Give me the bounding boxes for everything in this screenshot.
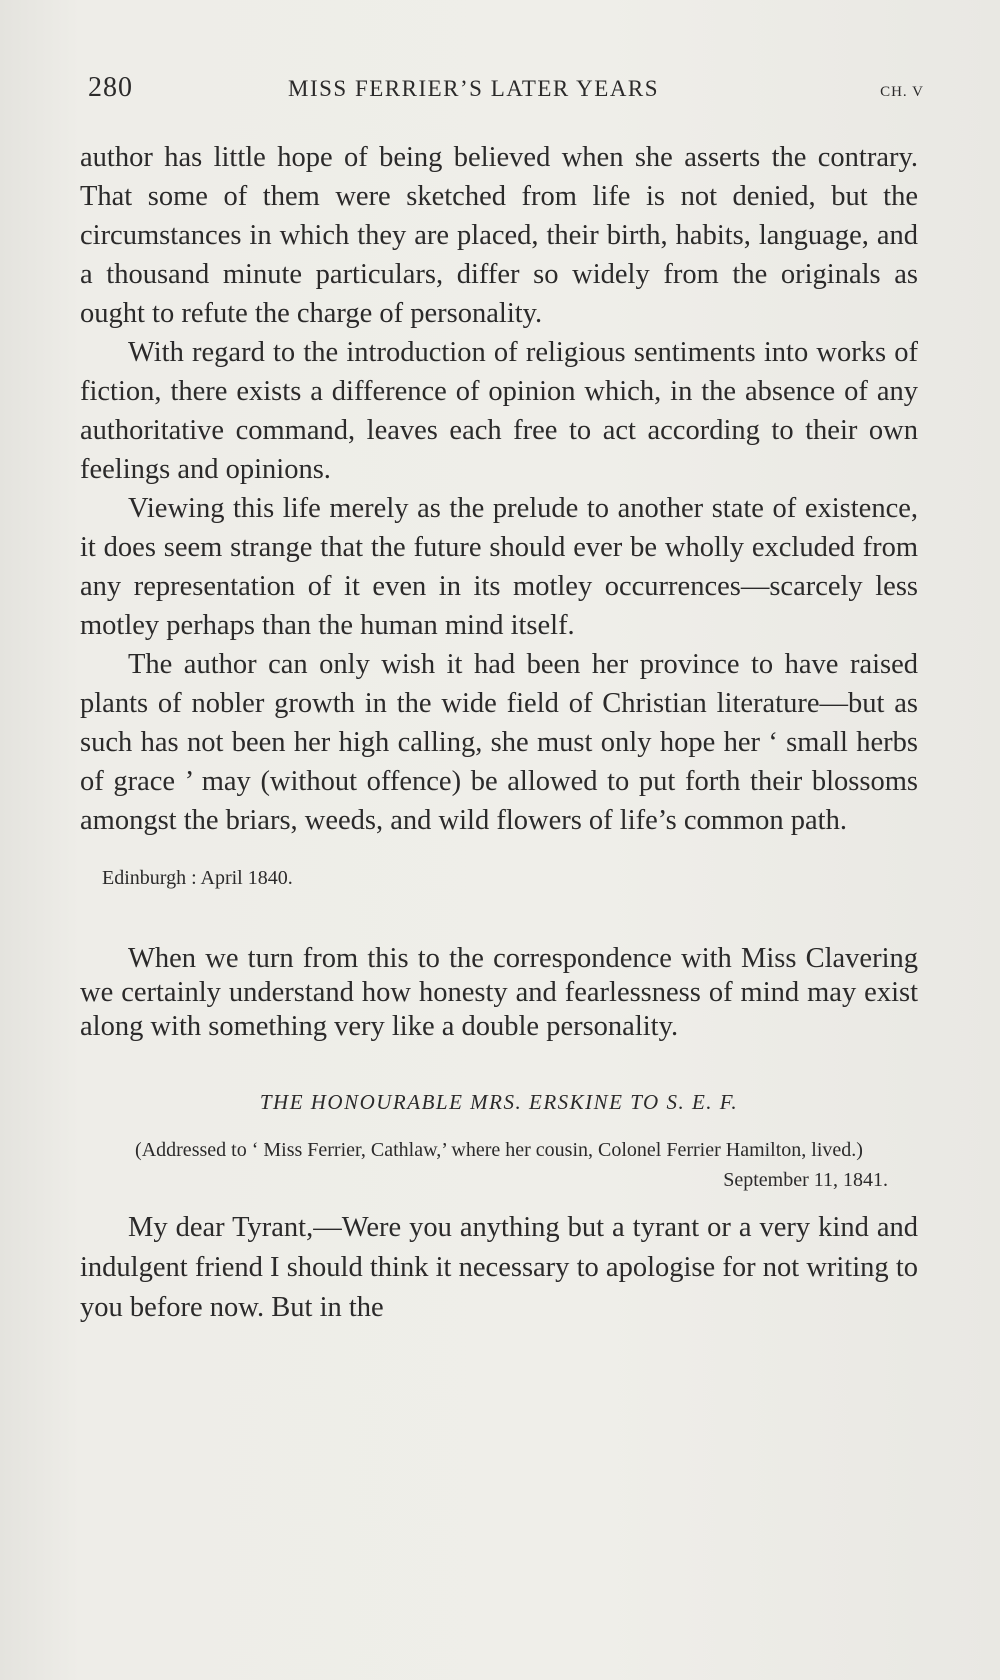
chapter-marker: CH. V: [880, 84, 924, 100]
paragraph-viewing-life: Viewing this life merely as the prelude to another state of existence, it does seem strange that the future should ever be wholly excluded from any representation of it even in its motley occurrences—scarcely less motley perhaps than the human mind itself.: [80, 493, 918, 641]
letter-heading: THE HONOURABLE MRS. ERSKINE TO S. E. F.: [259, 1090, 739, 1114]
preface-dateline: Edinburgh : April 1840.: [102, 867, 293, 889]
page-header: [88, 72, 924, 112]
letter-address-note: (Addressed to ‘ Miss Ferrier, Cathlaw,’ where her cousin, Colonel Ferrier Hamilton, lived.): [135, 1139, 863, 1161]
page-number: 280: [88, 72, 133, 103]
page-body: [80, 138, 918, 1328]
paragraph-continuation: author has little hope of being believed when she asserts the contrary. That some of them were sketched from life is not denied, but the circumstances in which they are placed, their birth, habits, language, and a thousand minute particulars, differ so widely from the originals as ought to refute the charge of personality.: [80, 142, 918, 329]
running-title: MISS FERRIER’S LATER YEARS: [288, 76, 660, 101]
paragraph-transition: When we turn from this to the correspondence with Miss Clavering we certainly understand how honesty and fearlessness of mind may exist along with something very like a double personality.: [80, 943, 918, 1042]
paragraph-author-wish: The author can only wish it had been her province to have raised plants of nobler growth in the wide field of Christian literature—but as such has not been her high calling, she must only hope her ‘ small herbs of grace ’ may (without offence) be allowed to put forth their blossoms amongst the briars, weeds, and wild flowers of life’s common path.: [80, 649, 918, 836]
paragraph-religious-sentiments: With regard to the introduction of religious sentiments into works of fiction, there exists a difference of opinion which, in the absence of any authoritative command, leaves each free to act according to their own feelings and opinions.: [80, 337, 918, 485]
letter-opening-paragraph: My dear Tyrant,—Were you anything but a tyrant or a very kind and indulgent friend I should think it necessary to apologise for not writing to you before now. But in the: [80, 1212, 918, 1323]
letter-date: September 11, 1841.: [723, 1169, 888, 1191]
